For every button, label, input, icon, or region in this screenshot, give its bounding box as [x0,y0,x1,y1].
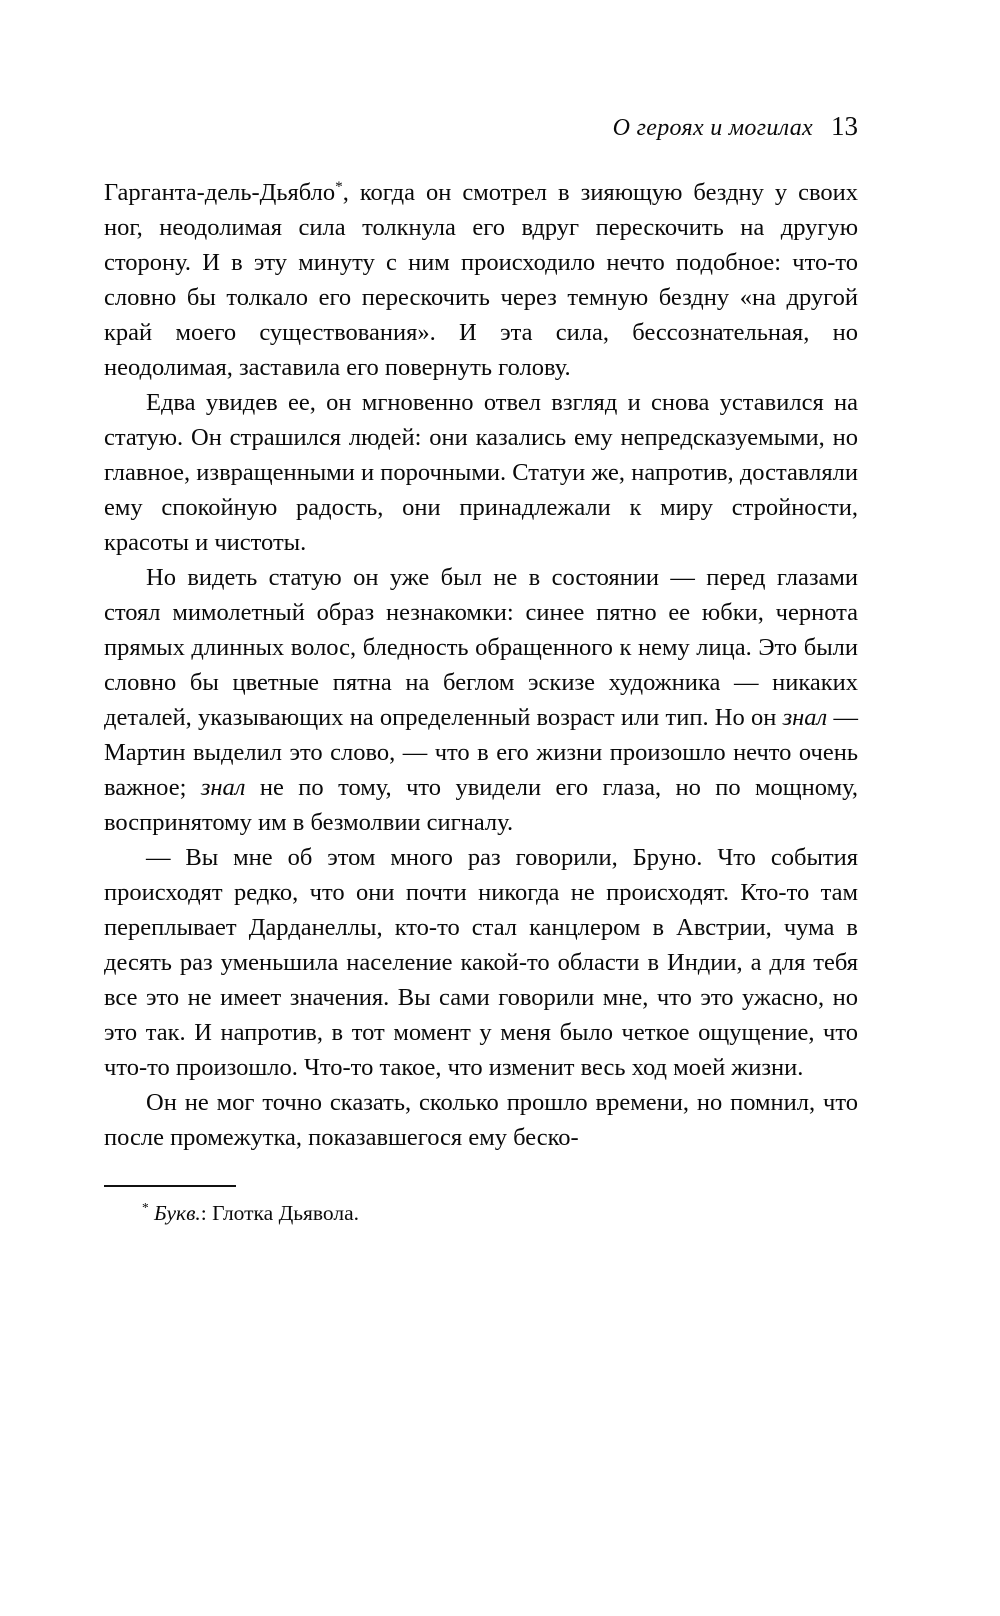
text-run: : Глотка Дьявола. [200,1200,360,1225]
paragraph [104,1085,858,1155]
page-content [104,110,858,1227]
running-title: О героях и могилах [612,115,813,141]
footnote-ref-marker: * [142,1199,149,1215]
paragraph [104,560,858,840]
footnote [104,1185,858,1227]
text-run: — Мартин выделил это слово, — что в его жизни произошло нечто очень важное; [104,703,858,801]
paragraph [104,175,858,385]
text-run: Букв. [154,1200,201,1225]
page-header [104,110,858,143]
body-text [104,175,858,1155]
page-number: 13 [831,111,858,141]
footnote-separator [104,1185,236,1187]
paragraph [104,840,858,1085]
text-run: , когда он смотрел в зияющую бездну у своих ног, неодолимая сила толкнула его вдруг перескочить на другую сторону. И в эту минуту с ним происходило нечто подобное: что-то словно бы толкало его перескочить через темную бездну «на другой край моего существования». И эта сила, бессознательная, но неодолимая, заставила его повернуть голову. [104,178,858,381]
text-run: Он не мог точно сказать, сколько прошло времени, но помнил, что после промежутка, показавшегося ему беско- [104,1088,858,1151]
text-run: Но видеть статую он уже был не в состоянии — перед глазами стоял мимолетный образ незнакомки: синее пятно ее юбки, чернота прямых длинных волос, бледность обращенного к нему лица. Это были словно бы цветные пятна на беглом эскизе художника — никаких деталей, указывающих на определенный возраст или тип. Но он [104,563,858,731]
text-run: Гарганта-дель-Дьябло [104,178,336,206]
text-run: не по тому, что увидели его глаза, но по мощному, воспринятому им в безмолвии сигналу. [104,773,858,836]
footnote-text [104,1199,858,1227]
text-run: — Вы мне об этом много раз говорили, Бруно. Что события происходят редко, что они почти никогда не происходят. Кто-то там переплывает Дарданеллы, кто-то стал канцлером в Австрии, чума в десять раз уменьшила население какой-то области в Индии, а для тебя все это не имеет значения. Вы сами говорили мне, что это ужасно, но это так. И напротив, в тот момент у меня было четкое ощущение, что что-то произошло. Что-то такое, что изменит весь ход моей жизни. [104,843,858,1081]
footnote-ref-marker: * [335,177,343,195]
text-run: Едва увидев ее, он мгновенно отвел взгляд и снова уставился на статую. Он страшился людей: они казались ему непредсказуемыми, но главное, извращенными и порочными. Статуи же, напротив, доставляли ему спокойную радость, они принадлежали к миру стройности, красоты и чистоты. [104,388,858,556]
text-run: знал [200,773,246,801]
paragraph [104,385,858,560]
text-run: знал [782,703,828,731]
